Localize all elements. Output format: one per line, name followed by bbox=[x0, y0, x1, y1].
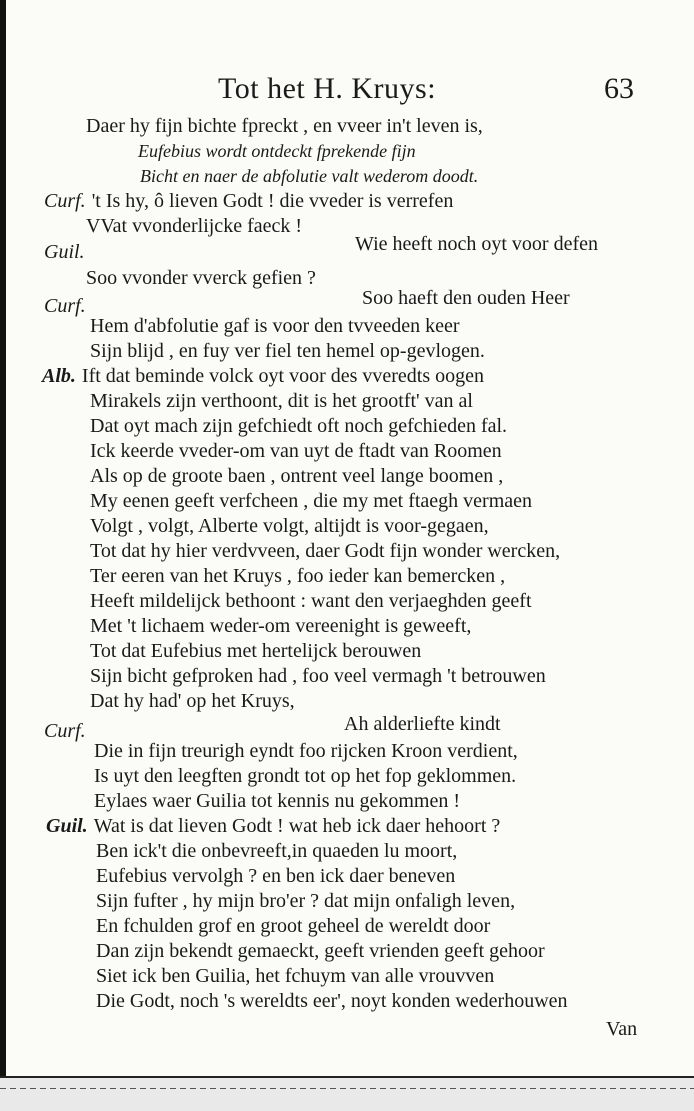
scan-left-edge bbox=[0, 0, 6, 1080]
text-line bbox=[90, 514, 489, 538]
line-text: Dat hy had' op het Kruys, bbox=[90, 690, 295, 712]
text-line bbox=[90, 564, 505, 588]
text-line bbox=[90, 639, 421, 663]
text-line bbox=[90, 439, 502, 463]
text-line bbox=[90, 539, 560, 563]
line-text: Die in fijn treurigh eyndt foo rijcken Kroon verdient, bbox=[94, 740, 518, 762]
text-line bbox=[46, 814, 500, 838]
text-line bbox=[94, 739, 518, 763]
text-line bbox=[86, 266, 316, 290]
line-text: Soo haeft den ouden Heer bbox=[362, 287, 570, 309]
text-line bbox=[90, 389, 473, 413]
line-text: Ift dat beminde volck oyt voor des vveredts oogen bbox=[81, 365, 485, 387]
text-line bbox=[90, 339, 485, 363]
line-text: Siet ick ben Guilia, het fchuym van alle vrouvven bbox=[96, 965, 495, 987]
line-text: Ter eeren van het Kruys , foo ieder kan bemercken , bbox=[90, 565, 506, 587]
text-line bbox=[90, 489, 532, 513]
text-line bbox=[90, 689, 295, 713]
speaker-label: Curf. bbox=[44, 190, 86, 212]
line-text: En fchulden grof en groot geheel de wereldt door bbox=[96, 915, 491, 937]
text-line bbox=[94, 789, 460, 813]
text-line bbox=[96, 839, 457, 863]
text-line bbox=[96, 889, 515, 913]
text-line bbox=[90, 464, 503, 488]
text-line bbox=[94, 764, 516, 788]
text-line bbox=[86, 214, 302, 238]
speaker-label: Curf. bbox=[44, 295, 86, 317]
text-line bbox=[90, 414, 507, 438]
line-text: Eufebius vervolgh ? en ben ick daer beneven bbox=[96, 865, 456, 887]
line-text: Wie heeft noch oyt voor defen bbox=[355, 233, 598, 255]
line-text: Ah alderliefte kindt bbox=[344, 713, 501, 735]
line-text: Wat is dat lieven Godt ! wat heb ick daer hehoort ? bbox=[93, 815, 501, 837]
speaker-label: Curf. bbox=[44, 720, 86, 742]
line-text: Ben ick't die onbevreeft,in quaeden lu moort, bbox=[96, 840, 458, 862]
text-line bbox=[355, 232, 598, 256]
text-line bbox=[86, 114, 483, 138]
running-head: Tot het H. Kruys: bbox=[218, 72, 437, 105]
speaker-only-line bbox=[44, 294, 92, 318]
text-line bbox=[90, 314, 460, 338]
speaker-only-line bbox=[44, 719, 92, 743]
line-text: My eenen geeft verfcheen , die my met ftaegh vermaen bbox=[90, 490, 533, 512]
line-text: Bicht en naer de abfolutie valt wederom doodt. bbox=[140, 166, 479, 186]
line-text: Tot dat Eufebius met hertelijck berouwen bbox=[90, 640, 422, 662]
text-line bbox=[344, 712, 501, 736]
stage-direction bbox=[140, 164, 478, 188]
line-text: Als op de groote baen , ontrent veel lange boomen , bbox=[90, 465, 504, 487]
page-number: 63 bbox=[604, 72, 634, 105]
text-line bbox=[96, 864, 455, 888]
text-line bbox=[362, 286, 570, 310]
line-text: Eufebius wordt ontdeckt fprekende fijn bbox=[138, 141, 416, 161]
line-text: Daer hy fijn bichte fpreckt , en vveer in't leven is, bbox=[86, 115, 483, 137]
stage-direction bbox=[138, 139, 416, 163]
line-text: VVat vvonderlijcke faeck ! bbox=[86, 215, 303, 237]
line-text: Hem d'abfolutie gaf is voor den tvveeden keer bbox=[90, 315, 460, 337]
text-line bbox=[90, 664, 546, 688]
line-text: Eylaes waer Guilia tot kennis nu gekommen ! bbox=[94, 790, 461, 812]
line-text: Mirakels zijn verthoont, dit is het grootft' van al bbox=[90, 390, 473, 412]
scan-bottom-edge bbox=[0, 1076, 694, 1111]
line-text: Die Godt, noch 's wereldts eer', noyt konden wederhouwen bbox=[96, 990, 568, 1012]
line-text: Sijn blijd , en fuy ver fiel ten hemel op-gevlogen. bbox=[90, 340, 485, 362]
line-text: Tot dat hy hier verdvveen, daer Godt fijn wonder wercken, bbox=[90, 540, 561, 562]
line-text: Is uyt den leegften grondt tot op het fop geklommen. bbox=[94, 765, 517, 787]
line-text: Ick keerde vveder-om van uyt de ftadt van Roomen bbox=[90, 440, 502, 462]
line-text: Sijn bicht gefproken had , foo veel vermagh 't betrouwen bbox=[90, 665, 546, 687]
line-text: Soo vvonder vverck gefien ? bbox=[86, 267, 316, 289]
line-text: Dat oyt mach zijn gefchiedt oft noch gefchieden fal. bbox=[90, 415, 508, 437]
page-header bbox=[0, 72, 694, 112]
text-line bbox=[42, 364, 484, 388]
speaker-label: Guil. bbox=[44, 241, 85, 263]
text-line bbox=[90, 589, 532, 613]
line-text: Sijn fufter , hy mijn bro'er ? dat mijn onfaligh leven, bbox=[96, 890, 516, 912]
text-line bbox=[96, 989, 568, 1013]
line-text: Dan zijn bekendt gemaeckt, geeft vrienden geeft gehoor bbox=[96, 940, 545, 962]
line-text: Met 't lichaem weder-om vereenight is geweeft, bbox=[90, 615, 472, 637]
speaker-label: Alb. bbox=[42, 365, 76, 387]
line-text: 't Is hy, ô lieven Godt ! die vveder is verrefen bbox=[91, 190, 454, 212]
text-line bbox=[96, 964, 494, 988]
line-text: Volgt , volgt, Alberte volgt, altijdt is voor-gegaen, bbox=[90, 515, 489, 537]
text-line bbox=[90, 614, 471, 638]
text-line bbox=[96, 939, 545, 963]
speaker-label: Guil. bbox=[46, 815, 88, 837]
text-line bbox=[96, 914, 490, 938]
speaker-only-line bbox=[44, 240, 91, 264]
catchword: Van bbox=[606, 1018, 638, 1040]
line-text: Heeft mildelijck bethoont : want den verjaeghden geeft bbox=[90, 590, 532, 612]
text-line bbox=[44, 189, 453, 213]
